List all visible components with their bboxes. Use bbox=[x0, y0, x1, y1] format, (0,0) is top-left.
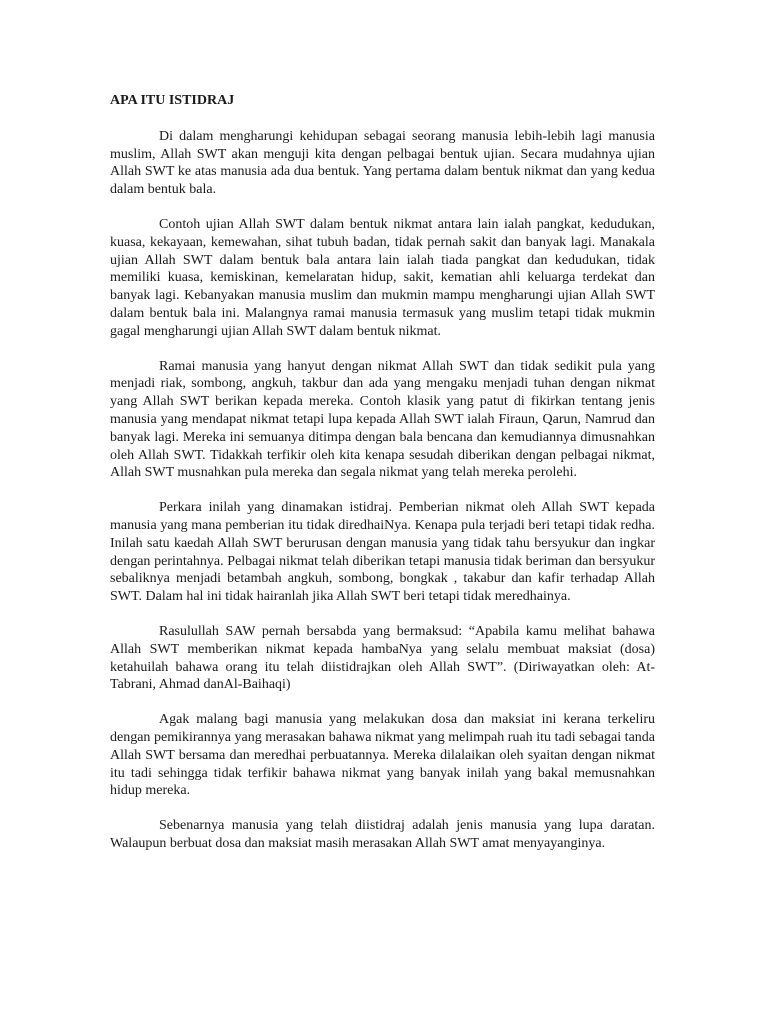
paragraph-5: Rasulullah SAW pernah bersabda yang bermaksud: “Apabila kamu melihat bahawa Allah SWT memberikan nikmat kepada hambaNya yang selalu membuat maksiat (dosa) ketahuilah bahawa orang itu telah diistidrajkan oleh Allah SWT”. (Diriwayatkan oleh: At-Tabrani, Ahmad danAl-Baihaqi) bbox=[110, 623, 655, 693]
paragraph-7: Sebenarnya manusia yang telah diistidraj adalah jenis manusia yang lupa daratan. Walaupun berbuat dosa dan maksiat masih merasakan Allah SWT amat menyayanginya. bbox=[110, 818, 655, 851]
paragraph-2: Contoh ujian Allah SWT dalam bentuk nikmat antara lain ialah pangkat, kedudukan, kuasa, kekayaan, kemewahan, sihat tubuh badan, tidak pernah sakit dan banyak lagi. Manakala ujian Allah SWT dalam bentuk bala antara lain ialah tiada pangkat dan kedudukan, tidak memiliki kuasa, kemiskinan, kemelaratan hidup, sakit, kematian ahli keluarga terdekat dan banyak lagi. Kebanyakan manusia muslim dan mukmin mampu mengharungi ujian Allah SWT dalam bentuk bala ini. Malangnya ramai manusia termasuk yang muslim tetapi tidak mukmin gagal mengharungi ujian Allah SWT dalam bentuk nikmat. bbox=[110, 216, 655, 339]
document-page bbox=[110, 92, 655, 870]
document-title: APA ITU ISTIDRAJ bbox=[110, 93, 235, 108]
paragraph-1: Di dalam mengharungi kehidupan sebagai seorang manusia lebih-lebih lagi manusia muslim, Allah SWT akan menguji kita dengan pelbagai bentuk ujian. Secara mudahnya ujian Allah SWT ke atas manusia ada dua bentuk. Yang pertama dalam bentuk nikmat dan yang kedua dalam bentuk bala. bbox=[110, 128, 655, 198]
paragraph-3: Ramai manusia yang hanyut dengan nikmat Allah SWT dan tidak sedikit pula yang menjadi riak, sombong, angkuh, takbur dan ada yang mengaku menjadi tuhan dengan nikmat yang Allah SWT berikan kepada mereka. Contoh klasik yang patut di fikirkan tentang jenis manusia yang mendapat nikmat tetapi lupa kepada Allah SWT ialah Firaun, Qarun, Namrud dan banyak lagi. Mereka ini semuanya ditimpa dengan bala bencana dan kemudiannya dimusnahkan oleh Allah SWT. Tidakkah terfikir oleh kita kenapa sesudah diberikan dengan pelbagai nikmat, Allah SWT musnahkan pula mereka dan segala nikmat yang telah mereka perolehi. bbox=[110, 358, 655, 481]
paragraph-6: Agak malang bagi manusia yang melakukan dosa dan maksiat ini kerana terkeliru dengan pemikirannya yang merasakan bahawa nikmat yang melimpah ruah itu tadi sebagai tanda Allah SWT bersama dan meredhai perbuatannya. Mereka dilalaikan oleh syaitan dengan nikmat itu tadi sehingga tidak terfikir bahawa nikmat yang banyak inilah yang bakal memusnahkan hidup mereka. bbox=[110, 712, 655, 799]
paragraph-4: Perkara inilah yang dinamakan istidraj. Pemberian nikmat oleh Allah SWT kepada manusia yang mana pemberian itu tidak diredhaiNya. Kenapa pula terjadi beri tetapi tidak redha. Inilah satu kaedah Allah SWT berurusan dengan manusia yang tidak tahu bersyukur dan ingkar dengan perintahnya. Pelbagai nikmat telah diberikan tetapi manusia tidak beriman dan bersyukur sebaliknya menjadi betambah angkuh, sombong, bongkak , takabur dan kafir terhadap Allah SWT. Dalam hal ini tidak hairanlah jika Allah SWT beri tetapi tidak meredhainya. bbox=[110, 500, 655, 605]
